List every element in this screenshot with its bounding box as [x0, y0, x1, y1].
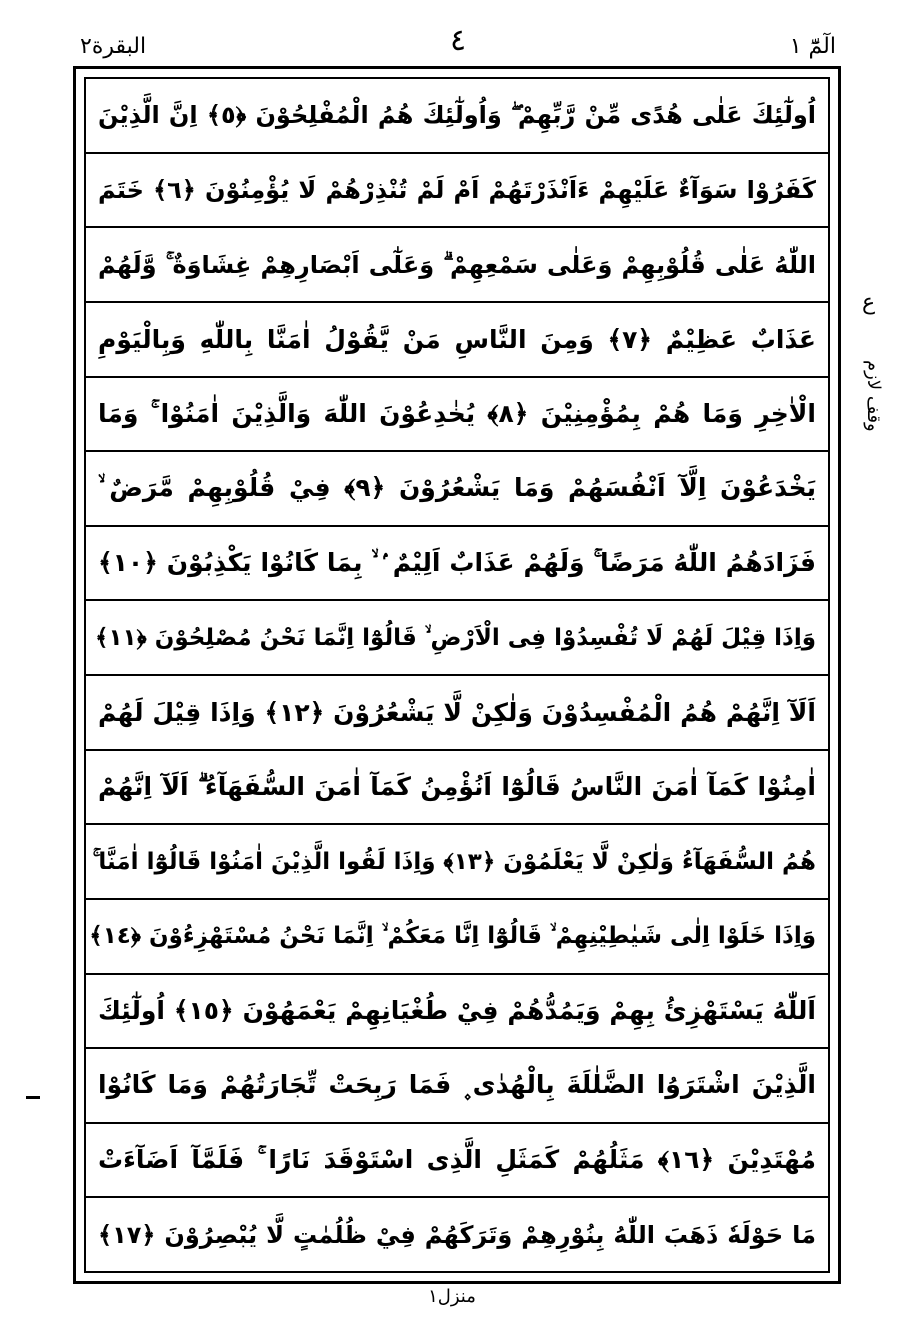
verse-line — [86, 303, 828, 378]
verse-line-text: وَاِذَا خَلَوْا اِلٰى شَيٰطِيْنِهِمْ ۙ قَالُوْٓا اِنَّا مَعَكُمْ ۙ اِنَّمَا نَحْنُ مُسْتَهْزِءُوْنَ ﴿١٤﴾ — [89, 923, 816, 950]
verse-line-text: اٰمِنُوْا كَمَآ اٰمَنَ النَّاسُ قَالُوْٓا اَنُؤْمِنُ كَمَآ اٰمَنَ السُّفَهَآءُ ۗ اَلَآ اِنَّهُمْ — [98, 771, 816, 801]
verse-line — [86, 975, 828, 1050]
juz-name: الٓمّٓ ١ — [789, 34, 836, 59]
verse-line-text: كَفَرُوْا سَوَآءٌ عَلَيْهِمْ ءَاَنْذَرْتَهُمْ اَمْ لَمْ تُنْذِرْهُمْ لَا يُؤْمِنُوْنَ ﴿٦﴾ خَتَمَ — [98, 175, 816, 204]
verse-lines — [86, 79, 828, 1271]
verse-line — [86, 1124, 828, 1199]
verse-line — [86, 378, 828, 453]
verse-line — [86, 900, 828, 975]
verse-line-text: فَزَادَهُمُ اللّٰهُ مَرَضًا ۚ وَلَهُمْ عَذَابٌ اَلِيْمٌ ۢ ۙ بِمَا كَانُوْا يَكْذِبُوْنَ ﴿١٠﴾ — [98, 548, 816, 578]
verse-line-text: مُهْتَدِيْنَ ﴿١٦﴾ مَثَلُهُمْ كَمَثَلِ الَّذِى اسْتَوْقَدَ نَارًا ۚ فَلَمَّآ اَضَآءَتْ — [98, 1145, 816, 1175]
verse-line — [86, 154, 828, 229]
verse-line — [86, 1049, 828, 1124]
verse-line — [86, 601, 828, 676]
verse-line-text: اُولٰٓئِكَ عَلٰى هُدًى مِّنْ رَّبِّهِمْ ۖ وَاُولٰٓئِكَ هُمُ الْمُفْلِحُوْنَ ﴿٥﴾ اِنَّ الَّذِيْنَ — [98, 101, 816, 130]
ruku-mark: ع — [862, 290, 876, 315]
verse-line-text: عَذَابٌ عَظِيْمٌ ﴿٧﴾ وَمِنَ النَّاسِ مَنْ يَّقُوْلُ اٰمَنَّا بِاللّٰهِ وَبِالْيَوْمِ — [98, 324, 816, 354]
verse-line-text: هُمُ السُّفَهَآءُ وَلٰكِنْ لَّا يَعْلَمُوْنَ ﴿١٣﴾ وَاِذَا لَقُوا الَّذِيْنَ اٰمَنُوْا قَالُوْٓا اٰمَنَّا ۚ — [92, 848, 816, 875]
verse-line — [86, 79, 828, 154]
verse-line — [86, 452, 828, 527]
verse-line — [86, 527, 828, 602]
verse-line-text: وَاِذَا قِيْلَ لَهُمْ لَا تُفْسِدُوْا فِى الْاَرْضِ ۙ قَالُوْٓا اِنَّمَا نَحْنُ مُصْلِحُوْنَ ﴿١١﴾ — [94, 624, 816, 651]
margin-dash — [26, 1096, 40, 1099]
verse-line — [86, 751, 828, 826]
verse-line-text: يَخْدَعُوْنَ اِلَّآ اَنْفُسَهُمْ وَمَا يَشْعُرُوْنَ ﴿٩﴾ فِيْ قُلُوْبِهِمْ مَّرَضٌ ۙ — [98, 473, 816, 503]
verse-line — [86, 1198, 828, 1271]
page-number: ٤ — [449, 23, 467, 58]
verse-line-text: اَللّٰهُ يَسْتَهْزِئُ بِهِمْ وَيَمُدُّهُمْ فِيْ طُغْيَانِهِمْ يَعْمَهُوْنَ ﴿١٥﴾ اُولٰٓئِكَ — [98, 996, 816, 1026]
verse-line-text: الْاٰخِرِ وَمَا هُمْ بِمُؤْمِنِيْنَ ﴿٨﴾ يُخٰدِعُوْنَ اللّٰهَ وَالَّذِيْنَ اٰمَنُوْا ۚ وَمَا — [98, 398, 816, 428]
verse-line-text: اللّٰهُ عَلٰى قُلُوْبِهِمْ وَعَلٰى سَمْعِهِمْ ۗ وَعَلٰٓى اَبْصَارِهِمْ غِشَاوَةٌ ۚ وَّلَهُمْ — [98, 250, 816, 279]
verse-line-text: مَا حَوْلَهٗ ذَهَبَ اللّٰهُ بِنُوْرِهِمْ وَتَرَكَهُمْ فِيْ ظُلُمٰتٍ لَّا يُبْصِرُوْنَ ﴿١٧﴾ — [98, 1220, 816, 1249]
text-frame-inner — [84, 77, 830, 1273]
margin-note: وقف لازم — [863, 360, 884, 432]
text-frame — [73, 66, 841, 1284]
verse-line — [86, 825, 828, 900]
surah-name: البقرة٢ — [80, 34, 147, 59]
verse-line — [86, 676, 828, 751]
verse-line — [86, 228, 828, 303]
manzil-footer: منزل١ — [428, 1286, 476, 1307]
page-header — [80, 23, 836, 70]
verse-line-text: اَلَآ اِنَّهُمْ هُمُ الْمُفْسِدُوْنَ وَلٰكِنْ لَّا يَشْعُرُوْنَ ﴿١٢﴾ وَاِذَا قِيْلَ لَهُمْ — [98, 697, 816, 727]
verse-line-text: الَّذِيْنَ اشْتَرَوُا الضَّلٰلَةَ بِالْهُدٰى ۪ فَمَا رَبِحَتْ تِّجَارَتُهُمْ وَمَا كَانُوْا — [98, 1070, 816, 1100]
